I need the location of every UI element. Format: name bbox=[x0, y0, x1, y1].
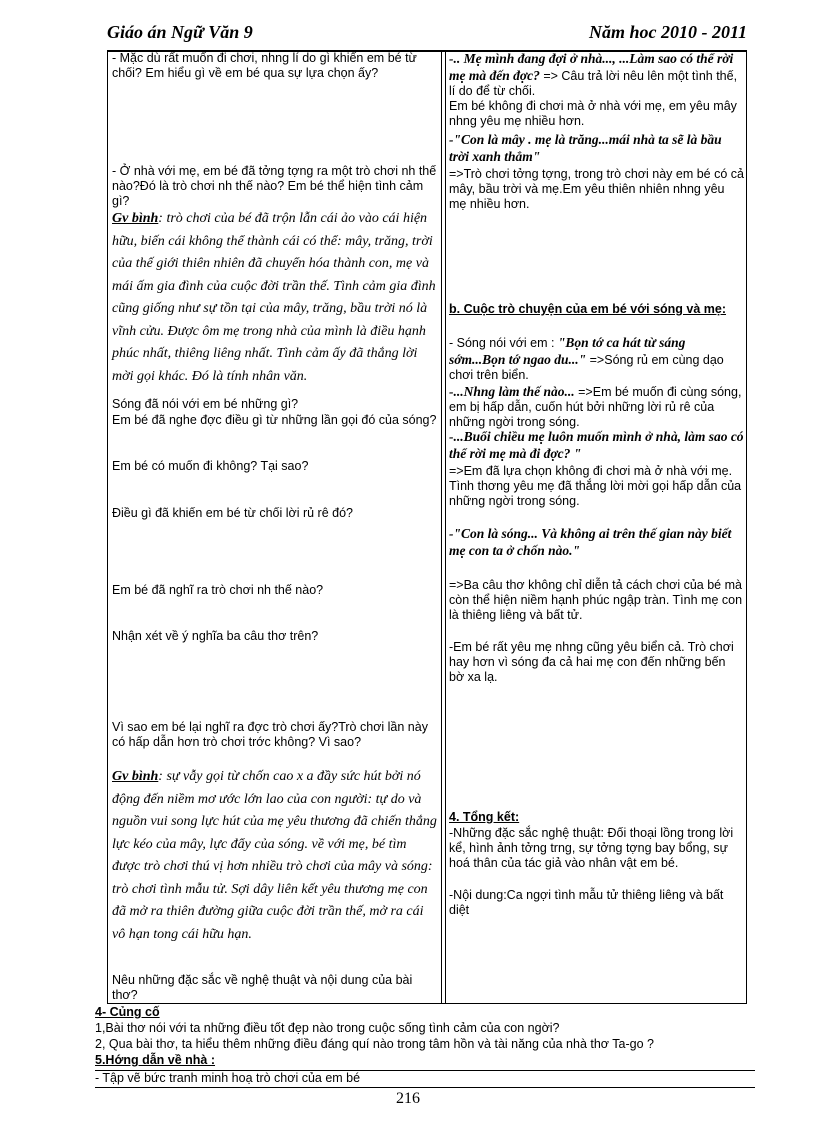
answer: -Những đặc sắc nghệ thuật: Đối thoại lồng trong lời kể, hình ảnh tởng trng, sự tởng tợng bay bổng, sự hoá thân của tác giả vào nhân vật em bé. bbox=[449, 826, 734, 870]
quote: -"Con là mây . mẹ là trăng...mái nhà ta sẽ là bầu trời xanh thẳm" bbox=[449, 132, 722, 164]
question: Nêu những đặc sắc về nghệ thuật và nội dung của bài thơ? bbox=[112, 973, 413, 1002]
quote: "Bọn tớ ca hát từ sáng sớm...Bọn tớ ngao du..." bbox=[449, 335, 686, 367]
commentary-label: Gv bình bbox=[112, 769, 159, 784]
quote: -.. Mẹ mình đang đợi ở nhà..., ...Làm sao có thể rời mẹ mà đến đợc? bbox=[449, 51, 734, 83]
question: Sóng đã nói với em bé những gì? bbox=[112, 397, 299, 411]
question: Nhận xét về ý nghĩa ba câu thơ trên? bbox=[112, 629, 319, 643]
column-divider bbox=[441, 50, 442, 1003]
answer: -Em bé rất yêu mẹ nhng cũng yêu biển cả. Trò chơi hay hơn vì sóng đa cả hai mẹ con đến những bến bờ xa lạ. bbox=[449, 640, 734, 684]
header-subject: Giáo án Ngữ Văn 9 bbox=[107, 22, 253, 42]
question: Điều gì đã khiến em bé từ chối lời rủ rê đó? bbox=[112, 506, 353, 520]
column-divider bbox=[445, 50, 446, 1003]
answer-text: =>Em bé muốn đi cùng sóng, em bị hấp dẫn, cuốn hút bởi những lời rủ rê của những ngời trong sóng. bbox=[449, 385, 742, 429]
commentary-label: Gv bình bbox=[112, 211, 159, 226]
quote: -...Buổi chiều mẹ luôn muốn mình ở nhà, làm sao có thể rời mẹ mà đi đợc? " bbox=[449, 429, 744, 461]
teacher-commentary bbox=[112, 208, 438, 388]
answer-text: => Câu trả lời nêu lên một tình thế, lí do để từ chối. bbox=[449, 69, 738, 98]
answer bbox=[449, 383, 744, 430]
header-school-year: Năm hoc 2010 - 2011 bbox=[588, 22, 747, 42]
question: - Ở nhà với mẹ, em bé đã tởng tợng ra một trò chơi nh thế nào?Đó là trò chơi nh thế nào? Em bé thể hiện tình cảm gì? bbox=[112, 164, 437, 208]
question: Em bé đã nghe đợc điều gì từ những lần gọi đó của sóng? bbox=[112, 413, 437, 427]
question: Vì sao em bé lại nghĩ ra đợc trò chơi ấy?Trò chơi lần này có hấp dẫn hơn trò chơi trớc không? Vì sao? bbox=[112, 720, 428, 749]
section-heading: 4. Tổng kết: bbox=[449, 810, 520, 824]
quote: -...Nhng làm thế nào... bbox=[449, 384, 575, 399]
answer: =>Em đã lựa chọn không đi chơi mà ở nhà với mẹ. Tình thơng yêu mẹ đã thắng lời mời gọi hấp dẫn của những ngời trong sóng. bbox=[449, 464, 742, 508]
answer-text: =>Sóng rủ em cùng dạo chơi trên biển. bbox=[449, 353, 724, 382]
answer: =>Ba câu thơ không chỉ diễn tả cách chơi của bé mà còn thể hiện niềm hạnh phúc ngập tràn. Tình mẹ con là thiêng liêng và bất tử. bbox=[449, 578, 743, 622]
answer: =>Trò chơi tởng tợng, trong trò chơi này em bé có cả mây, bầu trời và mẹ.Em yêu thiên nhiên nhng yêu mẹ nhiều hơn. bbox=[449, 167, 744, 211]
teacher-commentary bbox=[112, 766, 438, 946]
answer: Em bé không đi chơi mà ở nhà với mẹ, em yêu mây nhng yêu mẹ nhiều hơn. bbox=[449, 99, 737, 128]
question: - Mặc dù rất muốn đi chơi, nhng lí do gì khiến em bé từ chối? Em hiểu gì về em bé qua sự lựa chọn ấy? bbox=[112, 51, 417, 80]
divider bbox=[95, 1087, 755, 1088]
quote: -"Con là sóng... Và không ai trên thế gian này biết mẹ con ta ở chốn nào." bbox=[449, 526, 732, 558]
question: Em bé có muốn đi không? Tại sao? bbox=[112, 459, 309, 473]
answer-text: - Sóng nói với em : bbox=[449, 336, 558, 350]
page-header bbox=[107, 22, 747, 52]
section-heading: 5.Hớng dẫn về nhà : bbox=[95, 1053, 216, 1067]
review-question: 1,Bài thơ nói với ta những điều tốt đẹp nào trong cuộc sống tình cảm của con ngời? bbox=[95, 1021, 560, 1035]
homework-item: - Tập vẽ bức tranh minh hoạ trò chơi của em bé bbox=[95, 1071, 361, 1085]
section-heading: b. Cuộc trò chuyện của em bé với sóng và mẹ: bbox=[449, 302, 727, 316]
lesson-table bbox=[107, 50, 747, 1004]
section-heading: 4- Củng cố bbox=[95, 1005, 160, 1019]
question: Em bé đã nghĩ ra trò chơi nh thế nào? bbox=[112, 583, 324, 597]
commentary-text: : sự vẫy gọi từ chốn cao x a đầy sức hút bởi nó động đến niềm mơ ước lớn lao của con người: tự do và nguồn vui song lực hút của mẹ yêu thương đã chiến thắng lực kéo của mây, lực đẩy của sóng. về với mẹ, bé tìm được trò chơi thú vị hơn nhiều trò chơi của mây và sóng: trò chơi tình mẫu tử. Sợi dây liên kết yêu thương mẹ con đã mở ra thiên đường giữa cuộc đời trần thế, mở ra cái vô hạn tong cái hữu hạn. bbox=[112, 769, 437, 942]
answer: -Nội dung:Ca ngợi tình mẫu tử thiêng liêng và bất diệt bbox=[449, 888, 724, 917]
answer bbox=[449, 50, 744, 99]
review-question: 2, Qua bài thơ, ta hiểu thêm những điều đáng quí nào trong tâm hồn và tài năng của nhà thơ Ta-go ? bbox=[95, 1037, 654, 1051]
commentary-text: : trò chơi của bé đã trộn lẫn cái ảo vào cái hiện hữu, biến cái không thể thành cái có thể: mây, trăng, trời của thế giới thiên nhiên đã chuyển hóa thành con, mẹ và mái ấm gia đình của cuộc đời trần thế. Tình cảm gia đình cũng giống như sự tồn tại của mây, trăng, bầu trời nó là vĩnh cửu. Được ôm mẹ trong nhà của mình là điều hạnh phúc nhất, thiêng liêng nhất. Tình cảm ấy đã thắng lời mời gọi khác. Đó là tính nhân văn. bbox=[112, 211, 436, 384]
page-number: 216 bbox=[396, 1090, 420, 1107]
answer bbox=[449, 334, 744, 383]
